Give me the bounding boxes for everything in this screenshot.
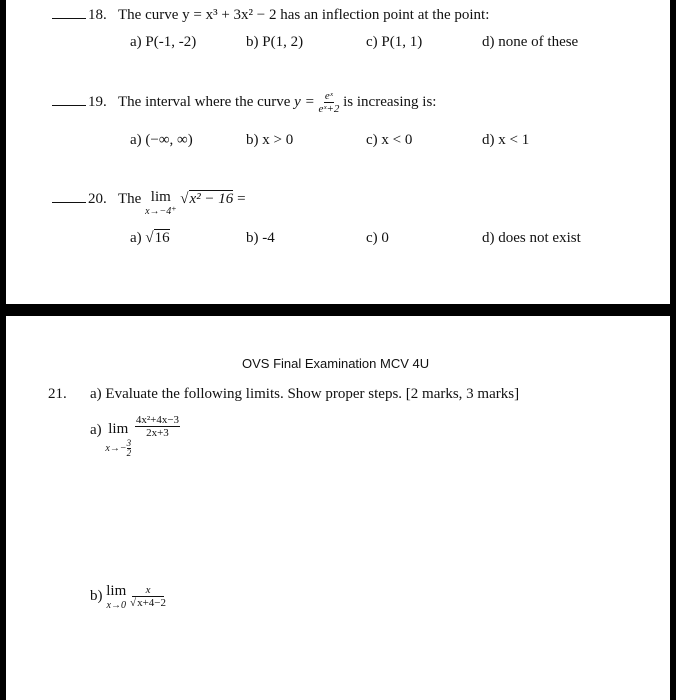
question-20-stem: [52, 190, 246, 217]
question-text-end: is increasing is:: [343, 94, 437, 111]
q18-option-c[interactable]: c) P(1, 1): [366, 34, 423, 50]
limit-fraction: [135, 414, 180, 439]
part-b-label: b): [90, 588, 103, 605]
lim-subscript: x→0: [106, 600, 126, 611]
lim-text: lim: [150, 189, 171, 205]
part-a-label: a): [90, 422, 102, 439]
fraction-denominator: 2x+3: [146, 427, 169, 440]
limit-operator: [106, 584, 126, 611]
question-text-start: The interval where the curve: [118, 94, 291, 111]
lim-text: lim: [108, 421, 129, 437]
limit-operator: [105, 422, 131, 458]
question-18-stem: [52, 6, 489, 24]
lim-sub-var: x→−: [105, 442, 127, 454]
q20-option-c[interactable]: c) 0: [366, 230, 389, 246]
q20-option-d[interactable]: d) does not exist: [482, 230, 581, 246]
sub-den: 2: [126, 448, 132, 458]
q18-option-b[interactable]: b) P(1, 2): [246, 34, 304, 50]
the-word: The: [118, 191, 142, 207]
sqrt-symbol: √: [180, 191, 189, 207]
option-label: a): [130, 230, 142, 246]
q20-option-b[interactable]: b) -4: [246, 230, 275, 246]
q19-option-a[interactable]: a) (−∞, ∞): [130, 132, 193, 148]
fraction-numerator: eˣ: [324, 90, 333, 102]
q19-option-b[interactable]: b) x > 0: [246, 132, 294, 148]
part-a-expression: [90, 414, 180, 458]
radicand: x² − 16: [189, 191, 234, 207]
question-text: The curve y = x³ + 3x² − 2 has an inflection point at the point:: [118, 7, 490, 23]
q20-option-a[interactable]: a) √16: [130, 230, 170, 246]
question-19-stem: [52, 90, 436, 115]
q18-option-a[interactable]: a) P(-1, -2): [130, 34, 197, 50]
lim-text: lim: [106, 583, 127, 599]
question-number: 20.: [88, 191, 107, 207]
equals-sign: =: [237, 191, 246, 207]
limit-fraction: [130, 584, 166, 609]
fraction-numerator: 4x²+4x−3: [135, 414, 180, 426]
fraction-denominator: √x+4−2: [130, 597, 166, 610]
fraction-numerator: x: [132, 584, 165, 597]
q18-option-d[interactable]: d) none of these: [482, 34, 579, 50]
answer-blank-18[interactable]: [52, 6, 86, 19]
fraction: [318, 90, 339, 115]
question-panel-bottom: [6, 316, 670, 700]
den-radicand: x+4: [137, 597, 155, 610]
lim-subscript: x→−4⁺: [145, 206, 177, 217]
q19-option-d[interactable]: d) x < 1: [482, 132, 530, 148]
question-number: 18.: [88, 7, 107, 23]
fraction-denominator: eˣ+2: [318, 103, 340, 116]
lim-subscript: [105, 439, 131, 458]
lim-sub-fraction: [127, 439, 132, 458]
sub-num: 3: [126, 438, 132, 448]
question-21-instruction: a) Evaluate the following limits. Show proper steps. [2 marks, 3 marks]: [90, 386, 520, 402]
y-equals: y =: [294, 94, 315, 111]
question-number: 19.: [88, 94, 107, 111]
answer-blank-19[interactable]: [52, 93, 86, 106]
q19-option-c[interactable]: c) x < 0: [366, 132, 413, 148]
question-21-number: 21.: [48, 386, 67, 402]
exam-header: OVS Final Examination MCV 4U: [242, 356, 430, 371]
question-panel-top: [6, 0, 670, 304]
answer-blank-20[interactable]: [52, 190, 86, 203]
option-radicand: 16: [154, 230, 170, 246]
part-b-expression: [90, 584, 166, 611]
limit-operator: [145, 190, 176, 217]
den-tail: −2: [154, 597, 166, 610]
